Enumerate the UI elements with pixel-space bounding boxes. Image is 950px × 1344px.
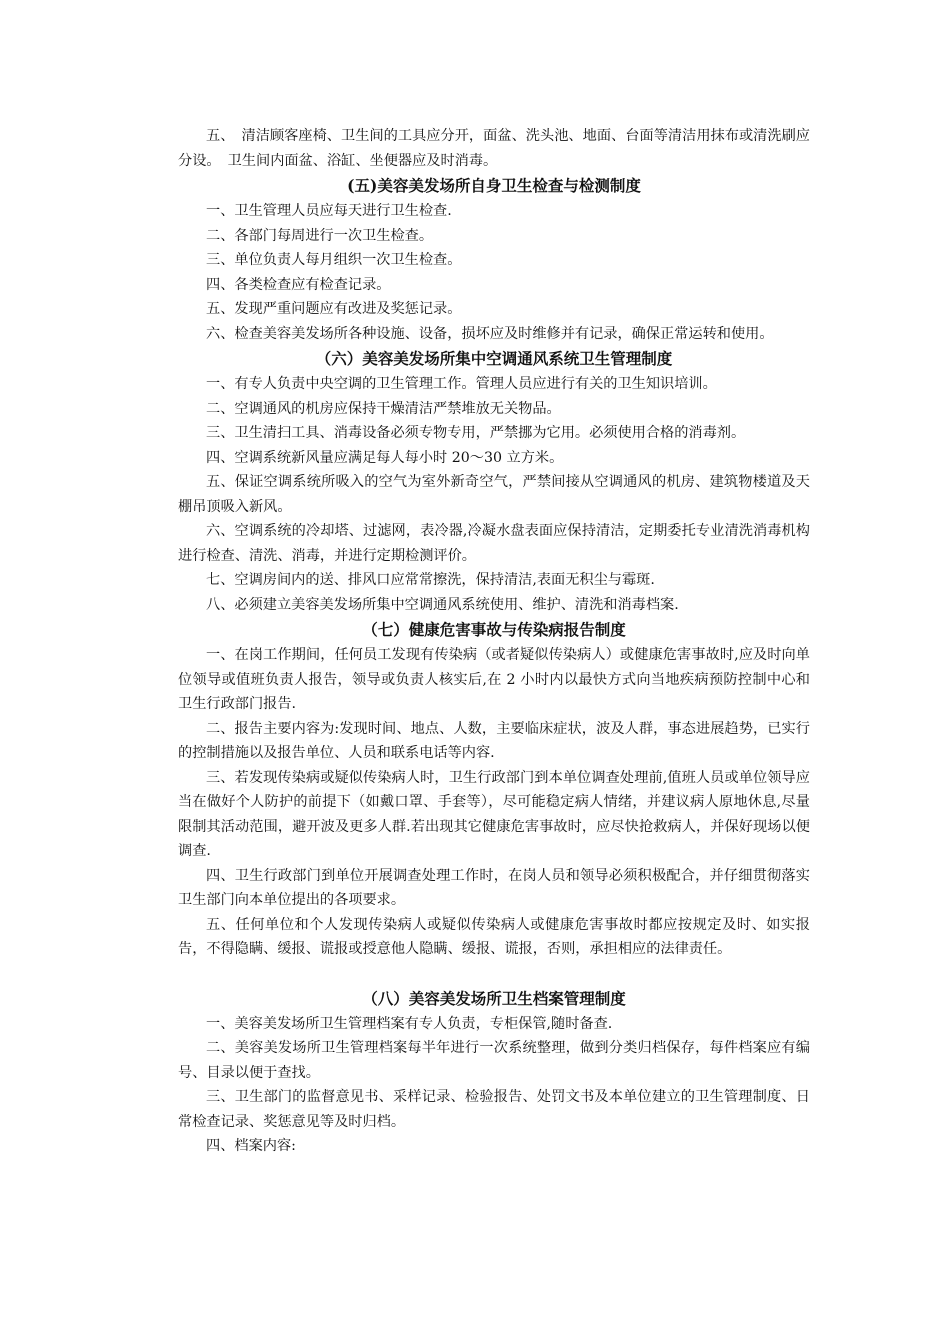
section-8-item-1: 一、美容美发场所卫生管理档案有专人负责，专柜保管,随时备查. bbox=[206, 1015, 613, 1032]
section-7-item-1: 一、在岗工作期间，任何员工发现有传染病（或者疑似传染病人）或健康危害事故时,应及时向单位领导或值班负责人报告，领导或负责人核实后,在 2 小时内以最快方式向当地疾病预防控制中心和卫生行政部门报告. bbox=[178, 647, 810, 712]
section-8-item-2: 二、美容美发场所卫生管理档案每半年进行一次系统整理，做到分类归档保存，每件档案应有编号、目录以便于查找。 bbox=[178, 1040, 810, 1081]
section-7-item-5: 五、任何单位和个人发现传染病人或疑似传染病人或健康危害事故时都应按规定及时、如实报告，不得隐瞒、缓报、谎报或授意他人隐瞒、缓报、谎报，否则，承担相应的法律责任。 bbox=[178, 916, 810, 957]
section-5-item-4: 四、各类检查应有检查记录。 bbox=[206, 276, 391, 293]
section-5-item-3: 三、单位负责人每月组织一次卫生检查。 bbox=[206, 252, 462, 268]
section-5-item-6: 六、检查美容美发场所各种设施、设备，损坏应及时维修并有记录，确保正常运转和使用。 bbox=[206, 325, 774, 342]
section-8-item-3: 三、卫生部门的监督意见书、采样记录、检验报告、处罚文书及本单位建立的卫生管理制度、日常检查记录、奖惩意见等及时归档。 bbox=[178, 1089, 810, 1130]
section-6-item-6: 六、空调系统的冷却塔、过滤网，表冷器,冷凝水盘表面应保持清洁，定期委托专业清洗消毒机构进行检查、清洗、消毒，并进行定期检测评价。 bbox=[178, 523, 810, 564]
section-6-title: （六）美容美发场所集中空调通风系统卫生管理制度 bbox=[315, 349, 673, 368]
section-8-item-4: 四、档案内容: bbox=[206, 1138, 296, 1154]
section-6-item-7: 七、空调房间内的送、排风口应常常擦洗，保持清洁,表面无积尘与霉斑. bbox=[206, 572, 655, 588]
section-5-item-1: 一、卫生管理人员应每天进行卫生检查. bbox=[206, 203, 452, 219]
intro-paragraph-1: 五、 清洁顾客座椅、卫生间的工具应分开，面盆、洗头池、地面、台面等清洁用抹布或清洗刷应分设。 卫生间内面盆、浴缸、坐便器应及时消毒。 bbox=[178, 128, 810, 169]
section-5-item-5: 五、发现严重问题应有改进及奖惩记录。 bbox=[206, 301, 462, 317]
section-6-item-2: 二、空调通风的机房应保持干燥清洁严禁堆放无关物品。 bbox=[206, 400, 561, 417]
section-7-item-4: 四、卫生行政部门到单位开展调查处理工作时，在岗人员和领导必须积极配合，并仔细贯彻落实卫生部门向本单位提出的各项要求。 bbox=[178, 867, 810, 908]
section-7-title: （七）健康危害事故与传染病报告制度 bbox=[362, 620, 626, 639]
section-6-item-5: 五、保证空调系统所吸入的空气为室外新奇空气，严禁间接从空调通风的机房、建筑物楼道及天棚吊顶吸入新风。 bbox=[178, 474, 810, 515]
section-5-title: (五)美容美发场所自身卫生检查与检测制度 bbox=[347, 176, 641, 195]
section-8-title: （八）美容美发场所卫生档案管理制度 bbox=[362, 988, 626, 1008]
section-5-item-2: 二、各部门每周进行一次卫生检查。 bbox=[206, 227, 434, 244]
document-page bbox=[178, 124, 810, 1159]
section-6-item-4: 四、空调系统新风量应满足每人每小时 20～30 立方米。 bbox=[206, 449, 564, 466]
section-6-item-1: 一、有专人负责中央空调的卫生管理工作。管理人员应进行有关的卫生知识培训。 bbox=[206, 376, 717, 392]
section-spacer bbox=[178, 962, 810, 986]
section-6-item-3: 三、卫生清扫工具、消毒设备必须专物专用，严禁挪为它用。必须使用合格的消毒剂。 bbox=[206, 425, 746, 441]
section-7-item-2: 二、报告主要内容为:发现时间、地点、人数，主要临床症状，波及人群，事态进展趋势，已实行的控制措施以及报告单位、人员和联系电话等内容. bbox=[178, 720, 810, 761]
section-7-item-3: 三、若发现传染病或疑似传染病人时，卫生行政部门到本单位调查处理前,值班人员或单位领导应当在做好个人防护的前提下（如戴口罩、手套等），尽可能稳定病人情绪，并建议病人原地休息,尽量限制其活动范围，避开波及更多人群.若出现其它健康危害事故时，应尽快抢救病人，并保好现场以便调查. bbox=[178, 769, 810, 859]
section-6-item-8: 八、必须建立美容美发场所集中空调通风系统使用、维护、清洗和消毒档案. bbox=[206, 596, 679, 613]
